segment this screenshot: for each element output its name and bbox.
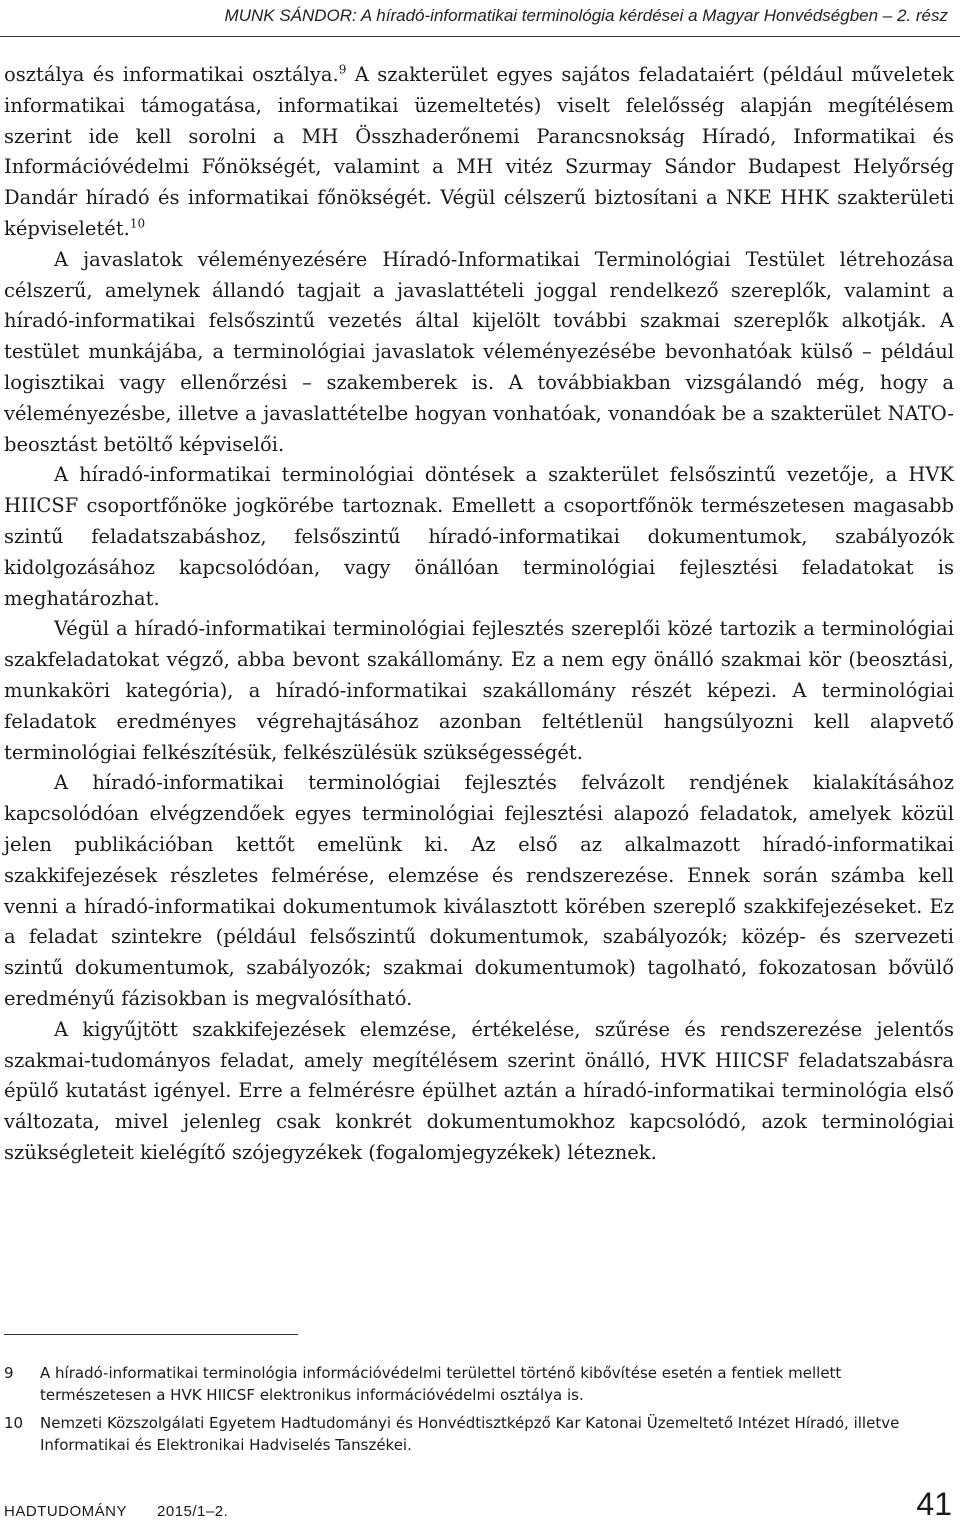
footnote-text: Nemzeti Közszolgálati Egyetem Hadtudományi és Honvédtisztképző Kar Katonai Üzemeltető Intézet Híradó, illetve Informatikai és Elektronikai Hadviselés Tanszékei. xyxy=(40,1414,900,1454)
journal-footer xyxy=(4,1502,228,1522)
running-title: MUNK SÁNDOR: A híradó-informatikai terminológia kérdései a Magyar Honvédségben – 2. rész xyxy=(224,6,948,25)
header-divider xyxy=(0,36,960,37)
article-body xyxy=(4,60,954,1169)
paragraph-3: A híradó-informatikai terminológiai döntések a szakterület felsőszintű vezetője, a HVK HIICSF csoportfőnöke jogkörébe tartoznak. Emellett a csoportfőnök természetesen magasabb szintű feladatszabáshoz, felsőszintű híradó-informatikai dokumentumok, szabályozók kidolgozásához kapcsolódóan, vagy önállóan terminológiai fejlesztési feladatokat is meghatározhat. xyxy=(4,463,954,610)
footnote-number: 9 xyxy=(4,1364,14,1382)
footnote-ref-10[interactable]: 10 xyxy=(129,216,146,231)
paragraph-1-body: A szakterület egyes sajátos feladataiért (például műveletek informatikai támogatása, informatikai üzemeltetés) viselt felelősség alapján megítélésem szerint ide kell sorolni a MH Összhaderőnemi Parancsnokság Híradó, Informatikai és Információvédelmi Főnökségét, valamint a MH vitéz Szurmay Sándor Budapest Helyőrség Dandár híradó és informatikai főnökségét. Végül célszerű biztosítani a NKE HHK szakterületi képviseletét. xyxy=(4,63,954,240)
paragraph-2: A javaslatok véleményezésére Híradó-Informatikai Terminológiai Testület létrehozása célszerű, amelynek állandó tagjait a javaslattételi joggal rendelkező szereplők, valamint a híradó-informatikai felsőszintű vezetés által kijelölt további szakmai szereplők alkotják. A testület munkájába, a terminológiai javaslatok véleményezésébe bevonhatóak külső – például logisztikai vagy ellenőrzési – szakemberek is. A továbbiakban vizsgálandó még, hogy a véleményezésbe, illetve a javaslattételbe hogyan vonhatóak, vonandóak be a szakterület NATO-beosztást betöltő képviselői. xyxy=(4,247,954,456)
footnote-ref-9[interactable]: 9 xyxy=(338,62,347,77)
paragraph-1 xyxy=(4,60,954,245)
footnote-9 xyxy=(4,1362,954,1406)
footnote-divider xyxy=(4,1334,298,1335)
footnote-number: 10 xyxy=(4,1414,24,1432)
footnote-10 xyxy=(4,1412,954,1456)
paragraph-6: A kigyűjtött szakkifejezések elemzése, értékelése, szűrése és rendszerezése jelentős szakmai-tudományos feladat, amely megítélésem szerint önálló, HVK HIICSF feladatszabásra épülő kutatást igényel. Erre a felmérésre épülhet aztán a híradó-informatikai terminológia első változata, mivel jelenleg csak konkrét dokumentumokhoz kapcsolódó, azok terminológiai szükségleteit kielégítő szójegyzékek (fogalomjegyzékek) léteznek. xyxy=(4,1017,954,1164)
paragraph-1-start: osztálya és informatikai osztálya. xyxy=(4,63,339,86)
journal-issue: 2015/1–2. xyxy=(157,1503,229,1520)
footnote-text: A híradó-informatikai terminológia információvédelmi területtel történő kibővítése esetén a fentiek mellett természetesen a HVK HIICSF elektronikus információvédelmi osztálya is. xyxy=(40,1364,842,1404)
journal-name: HADTUDOMÁNY xyxy=(4,1503,128,1520)
footnotes xyxy=(4,1362,954,1462)
paragraph-4: Végül a híradó-informatikai terminológiai fejlesztés szereplői közé tartozik a terminológiai szakfeladatokat végző, abba bevont szakállomány. Ez a nem egy önálló szakmai kör (beosztási, munkaköri kategória), a híradó-informatikai szakállomány részét képezi. A terminológiai feladatok eredményes végrehajtásához azonban feltétlenül hangsúlyozni kell alapvető terminológiai felkészítésük, felkészülésük szükségességét. xyxy=(4,617,954,764)
paragraph-5: A híradó-informatikai terminológiai fejlesztés felvázolt rendjének kialakításához kapcsolódóan elvégzendőek egyes terminológiai fejlesztési alapozó feladatok, amelyek közül jelen publikációban kettőt emelünk ki. Az első az alkalmazott híradó-informatikai szakkifejezések részletes felmérése, elemzése és rendszerezése. Ennek során számba kell venni a híradó-informatikai dokumentumok kiválasztott körében szereplő szakkifejezéseket. Ez a feladat szintekre (például felsőszintű dokumentumok, szabályozók; közép- és szervezeti szintű dokumentumok, szabályozók; szakmai dokumentumok) tagolható, fokozatosan bővülő eredményű fázisokban is megvalósítható. xyxy=(4,771,954,1010)
page-number: 41 xyxy=(916,1486,952,1522)
